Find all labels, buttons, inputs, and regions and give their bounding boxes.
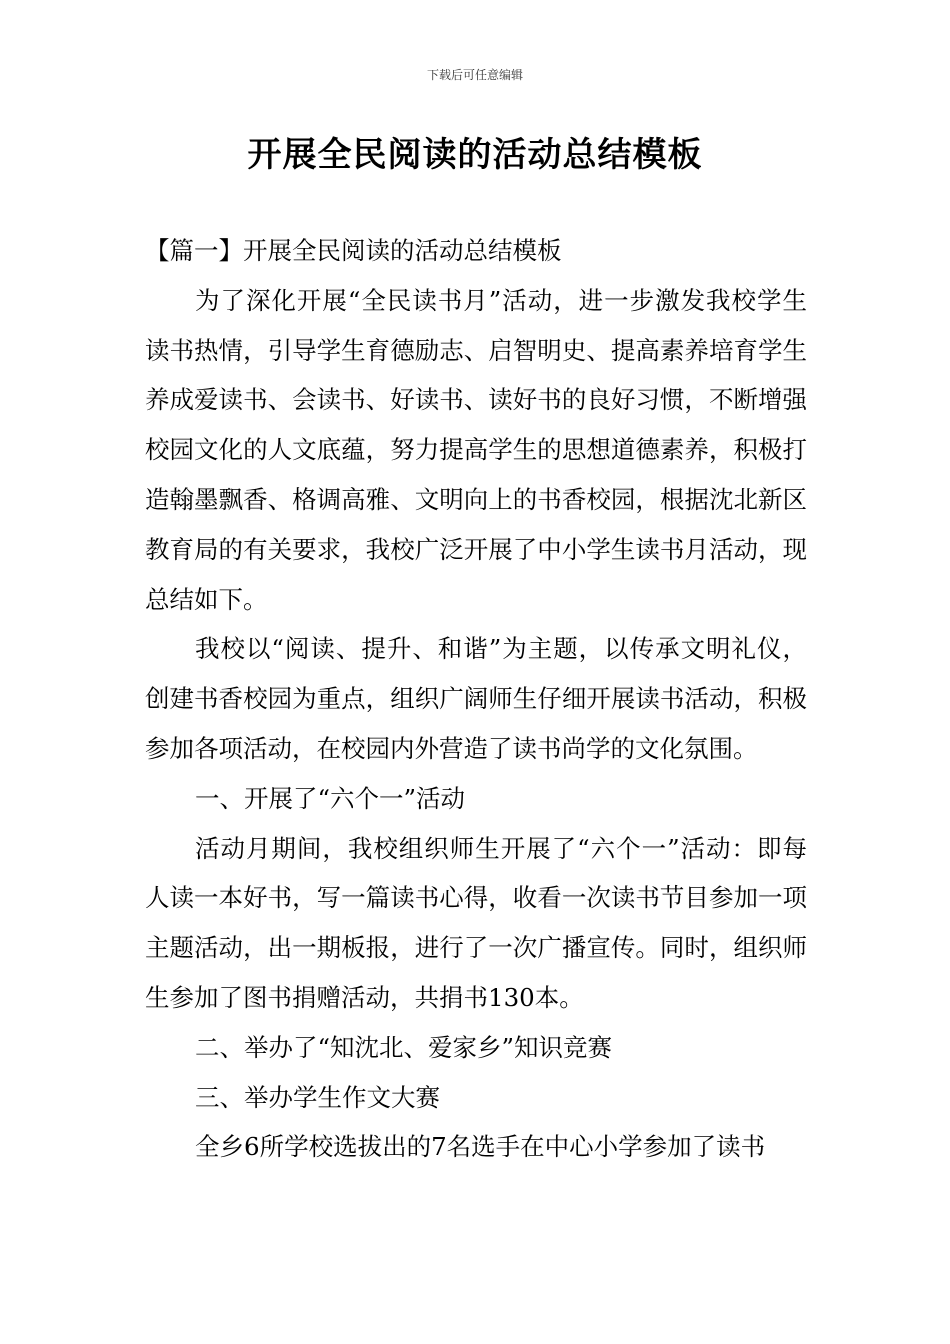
section-heading: 三、举办学生作文大赛	[195, 1082, 440, 1112]
section-heading: 二、举办了“知沈北、爱家乡”知识竞赛	[195, 1032, 613, 1062]
section-heading: 一、开展了“六个一”活动	[195, 783, 466, 813]
body-paragraph: 我校以“阅读、提升、和谐”为主题，以传承文明礼仪，创建书香校园为重点，组织广阔师生仔细开展读书活动，积极参加各项活动，在校园内外营造了读书尚学的文化氛围。	[145, 634, 807, 763]
document-body	[145, 226, 807, 1172]
body-paragraph: 活动月期间，我校组织师生开展了“六个一”活动：即每人读一本好书，写一篇读书心得，收看一次读书节目参加一项主题活动，出一期板报，进行了一次广播宣传。同时，组织师生参加了图书捐赠活动，共捐书130本。	[145, 833, 807, 1012]
body-paragraph: 全乡6所学校选拔出的7名选手在中心小学参加了读书	[195, 1132, 766, 1162]
body-paragraph: 为了深化开展“全民读书月”活动，进一步激发我校学生读书热情，引导学生育德励志、启智明史、提高素养培育学生养成爱读书、会读书、好读书、读好书的良好习惯，不断增强校园文化的人文底蕴，努力提高学生的思想道德素养，积极打造翰墨飘香、格调高雅、文明向上的书香校园，根据沈北新区教育局的有关要求，我校广泛开展了中小学生读书月活动，现总结如下。	[145, 285, 807, 614]
section-label: 【篇一】开展全民阅读的活动总结模板	[145, 236, 562, 265]
page-header-note: 下载后可任意编辑	[426, 68, 523, 82]
document-title: 开展全民阅读的活动总结模板	[247, 135, 703, 175]
